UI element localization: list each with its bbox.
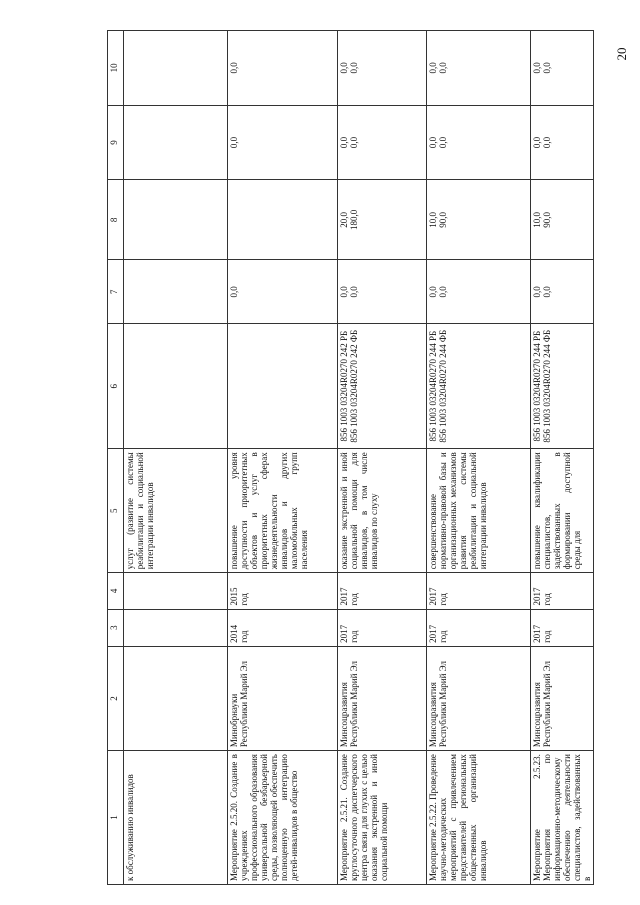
header-cell: 3 bbox=[108, 609, 124, 646]
activity-name-cell: Мероприятие 2.5.22. Проведение научно-методических мероприятий с привлечением представителей региональных общественных организаций инвалидов bbox=[427, 751, 531, 885]
activity-name-cell: Мероприятие 2.5.20. Создание в учреждениях профессионального образования универсальной безбарьерной среды, позволяющей обеспечить полноценную интеграцию детей-инвалидов в общество bbox=[228, 751, 338, 885]
end-year-cell: 2017 год bbox=[427, 573, 531, 609]
value-cell bbox=[228, 105, 338, 180]
start-year-cell: 2017 год bbox=[338, 609, 427, 646]
continuation-result-cell: услуг (развитие системы реабилитации и социальной интеграции инвалидов bbox=[124, 449, 228, 573]
value-cell bbox=[531, 260, 594, 324]
empty-cell bbox=[124, 324, 228, 449]
table-row bbox=[427, 31, 531, 885]
start-year-cell: 2017 год bbox=[427, 609, 531, 646]
empty-cell bbox=[124, 609, 228, 646]
value-line: 0,0 bbox=[428, 62, 438, 74]
value-line: 0,0 bbox=[349, 286, 359, 298]
value-line: 0,0 bbox=[532, 136, 542, 149]
value-line: 90,0 bbox=[438, 212, 448, 228]
table-row bbox=[338, 31, 427, 885]
header-cell: 6 bbox=[108, 324, 124, 449]
value-line: 0,0 bbox=[542, 136, 552, 149]
value-line: 0,0 bbox=[229, 136, 239, 149]
value-cell bbox=[427, 31, 531, 106]
value-line: 0,0 bbox=[428, 136, 438, 149]
value-cell bbox=[228, 260, 338, 324]
value-line: 10,0 bbox=[428, 212, 438, 228]
empty-cell bbox=[124, 573, 228, 609]
budget-code-cell bbox=[228, 324, 338, 449]
responsible-cell: Минсоцразвития Республики Марий Эл bbox=[338, 646, 427, 750]
value-cell bbox=[228, 180, 338, 260]
value-cell bbox=[531, 31, 594, 106]
header-cell: 2 bbox=[108, 646, 124, 750]
empty-cell bbox=[124, 31, 228, 106]
end-year-cell: 2017 год bbox=[338, 573, 427, 609]
value-cell bbox=[427, 105, 531, 180]
activity-name-cell: Мероприятие 2.5.23. Мероприятия по информационно-методическому обеспечению деятельности специалистов, задействованных в bbox=[531, 751, 594, 885]
value-line: 0,0 bbox=[349, 62, 359, 74]
value-cell bbox=[338, 31, 427, 106]
value-line: 0,0 bbox=[339, 62, 349, 74]
expected-result-cell: оказание экстренной и иной социальной помощи для инвалидов, в том числе инвалидов по слуху bbox=[338, 449, 427, 573]
empty-cell bbox=[124, 105, 228, 180]
empty-cell bbox=[124, 646, 228, 750]
continuation-row bbox=[124, 31, 228, 885]
end-year-cell: 2017 год bbox=[531, 573, 594, 609]
value-line: 0,0 bbox=[542, 286, 552, 298]
value-line: 0,0 bbox=[339, 136, 349, 149]
value-line: 0,0 bbox=[349, 136, 359, 149]
value-cell bbox=[228, 31, 338, 106]
budget-code-line: 856 1003 03204R0270 244 РБ bbox=[428, 330, 438, 442]
budget-code-line: 856 1003 03204R0270 242 РБ bbox=[339, 330, 349, 442]
header-row bbox=[108, 31, 124, 885]
expected-result-cell: совершенствование нормативно-правовой базы и организационных механизмов развития системы реабилитации и социальной интеграции инвалидов bbox=[427, 449, 531, 573]
value-line: 10,0 bbox=[532, 212, 542, 228]
value-cell bbox=[338, 260, 427, 324]
value-cell bbox=[531, 105, 594, 180]
value-line: 90,0 bbox=[542, 212, 552, 228]
value-cell bbox=[427, 260, 531, 324]
activity-name-cell: Мероприятие 2.5.21. Создание круглосуточного диспетчерского центра связи для глухих с целью оказания экстренной и иной социальной помощи bbox=[338, 751, 427, 885]
rotated-table-container bbox=[107, 30, 592, 885]
budget-code-cell bbox=[338, 324, 427, 449]
empty-cell bbox=[124, 260, 228, 324]
budget-code-line: 856 1003 03204R0270 244 ФБ bbox=[542, 329, 552, 443]
budget-code-line: 856 1003 03204R0270 244 РБ bbox=[532, 330, 542, 442]
empty-cell bbox=[124, 180, 228, 260]
value-line: 20,0 bbox=[339, 212, 349, 228]
value-line: 0,0 bbox=[438, 286, 448, 298]
program-table bbox=[107, 30, 594, 885]
value-line: 0,0 bbox=[532, 62, 542, 74]
header-cell: 7 bbox=[108, 260, 124, 324]
budget-code-cell bbox=[427, 324, 531, 449]
value-line: 0,0 bbox=[438, 136, 448, 149]
value-line: 0,0 bbox=[229, 286, 239, 298]
budget-code-cell bbox=[531, 324, 594, 449]
expected-result-cell: повышение уровня доступности приоритетных объектов и услуг в приоритетных сферах жизнедеятельности инвалидов и других маломобильных групп населения bbox=[228, 449, 338, 573]
value-line: 0,0 bbox=[542, 62, 552, 74]
page-number: 20 bbox=[614, 47, 629, 61]
header-cell: 9 bbox=[108, 105, 124, 180]
value-line: 180,0 bbox=[349, 209, 359, 231]
table-row bbox=[531, 31, 594, 885]
value-cell bbox=[338, 105, 427, 180]
start-year-cell: 2014 год bbox=[228, 609, 338, 646]
header-cell: 10 bbox=[108, 31, 124, 106]
value-line: 0,0 bbox=[428, 286, 438, 298]
value-line: 0,0 bbox=[229, 62, 239, 74]
header-cell: 1 bbox=[108, 751, 124, 885]
responsible-cell: Минобрнауки Республики Марий Эл bbox=[228, 646, 338, 750]
value-cell bbox=[531, 180, 594, 260]
value-cell bbox=[427, 180, 531, 260]
start-year-cell: 2017 год bbox=[531, 609, 594, 646]
continuation-name-cell: к обслуживанию инвалидов bbox=[124, 751, 228, 885]
value-line: 0,0 bbox=[532, 286, 542, 298]
header-cell: 5 bbox=[108, 449, 124, 573]
value-line: 0,0 bbox=[339, 286, 349, 298]
responsible-cell: Минсоцразвития Республики Марий Эл bbox=[531, 646, 594, 750]
budget-code-line: 856 1003 03204R0270 244 ФБ bbox=[438, 329, 448, 443]
expected-result-cell: повышение квалификации специалистов, задействованных в формировании доступной среды для bbox=[531, 449, 594, 573]
value-cell bbox=[338, 180, 427, 260]
header-cell: 8 bbox=[108, 180, 124, 260]
table-row bbox=[228, 31, 338, 885]
responsible-cell: Минсоцразвития Республики Марий Эл bbox=[427, 646, 531, 750]
budget-code-line: 856 1003 03204R0270 242 ФБ bbox=[349, 329, 359, 443]
end-year-cell: 2015 год bbox=[228, 573, 338, 609]
value-line: 0,0 bbox=[438, 62, 448, 74]
header-cell: 4 bbox=[108, 573, 124, 609]
